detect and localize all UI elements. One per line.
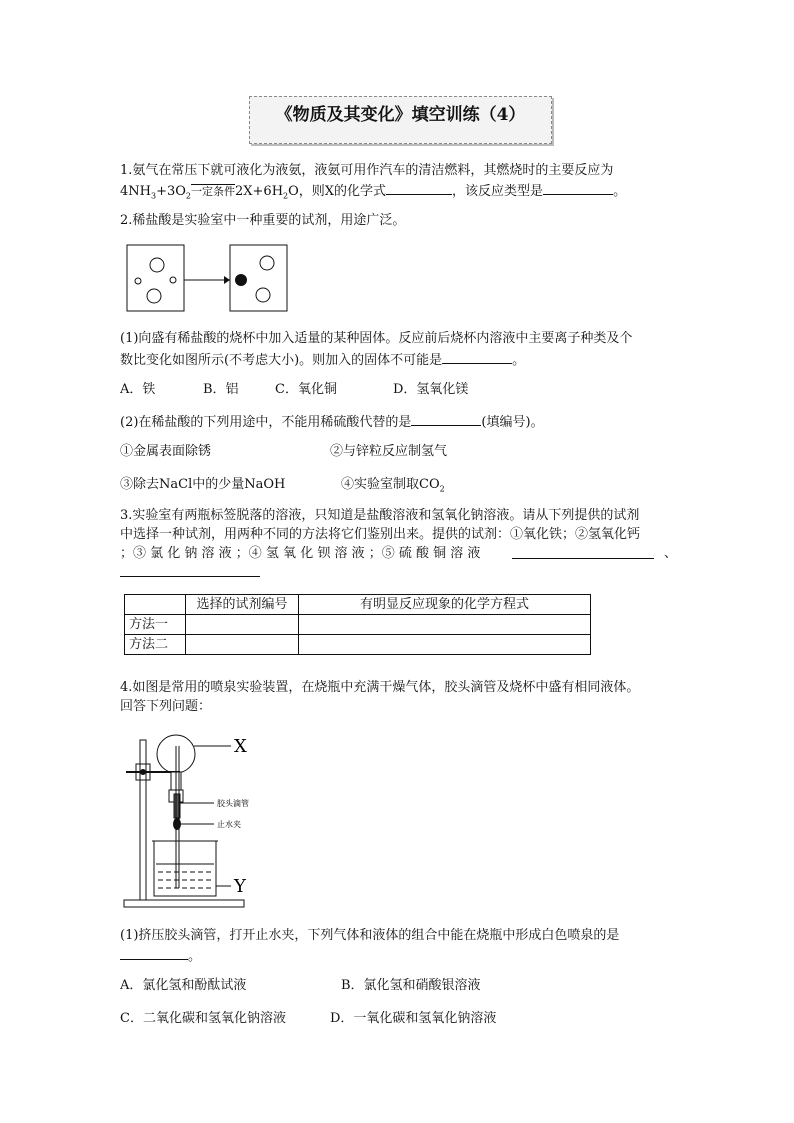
q3-table (124, 594, 591, 655)
fountain-apparatus-figure (118, 728, 268, 913)
q4-option-d: D．一氧化碳和氢氧化钠溶液 (330, 1011, 497, 1026)
q2-p1-line2: 数比变化如图所示(不考虑大小)。则加入的固体不可能是 。 (120, 350, 525, 370)
label-y: Y (234, 876, 246, 897)
q2-use-1: ①金属表面除锈 (120, 444, 212, 459)
q4-option-a: A．氯化氢和酚酞试液 (120, 978, 247, 993)
q2-intro: 2.稀盐酸是实验室中一种重要的试剂，用途广泛。 (120, 213, 406, 228)
table-row (125, 615, 591, 635)
q1-reaction-condition: 一定条件 (191, 185, 235, 198)
q1-blank-type[interactable] (543, 181, 613, 195)
q2-p1-line1: (1)向盛有稀盐酸的烧杯中加入适量的某种固体。反应前后烧杯内溶液中主要离子种类及个 (120, 331, 633, 346)
label-x: X (234, 736, 247, 757)
q3-line3: ；③ 氯 化 钠 溶 液 ；④ 氢 氧 化 钡 溶 液 ；⑤ 硫 酸 铜 溶 液 (120, 546, 481, 561)
q2-option-a: A．铁 (120, 382, 156, 397)
water-clamp (173, 818, 181, 830)
arrow-head (224, 276, 230, 284)
q2-option-d: D．氢氧化镁 (393, 382, 469, 397)
ion-diagram (126, 244, 288, 314)
stand-base (124, 900, 244, 907)
ion-circle (150, 258, 164, 272)
q2-use-3: ③除去NaCl中的少量NaOH (120, 477, 286, 492)
q1-blank-formula[interactable] (386, 181, 452, 195)
q2-p1-blank[interactable] (442, 350, 512, 364)
q4-line1: 4.如图是常用的喷泉实验装置，在烧瓶中充满干燥气体，胶头滴管及烧杯中盛有相同液体。 (120, 680, 640, 695)
q3-line3-end: 、 (664, 546, 678, 561)
label-dropper: 胶头滴管 (217, 799, 249, 808)
table-header-cell: 有明显反应现象的化学方程式 (299, 595, 591, 615)
q3-line2: 中选择一种试剂，用两种不同的方法将它们鉴别出来。提供的试剂：①氧化铁；②氢氧化钙 (120, 527, 641, 542)
ion-circle (135, 278, 141, 284)
q4-p1-line1: (1)挤压胶头滴管，打开止水夹，下列气体和液体的组合中能在烧瓶中形成白色喷泉的是 (120, 928, 620, 943)
page-title: 《物质及其变化》填空训练（4） (275, 105, 526, 125)
q3-blank-1[interactable] (512, 545, 654, 559)
q4-line2: 回答下列问题： (120, 699, 212, 714)
table-row (125, 635, 591, 655)
q3-blank-2[interactable] (120, 563, 260, 577)
label-clamp: 止水夹 (217, 820, 241, 829)
q4-option-c: C．二氧化碳和氢氧化钠溶液 (120, 1011, 286, 1026)
q4-option-b: B．氯化氢和硝酸银溶液 (341, 978, 481, 993)
ion-circle (260, 256, 274, 270)
ion-circle (147, 289, 161, 303)
ion-circle (256, 288, 270, 302)
table-header-cell (125, 595, 186, 615)
q2-p2: (2)在稀盐酸的下列用途中，不能用稀硫酸代替的是 (填编号)。 (120, 412, 544, 432)
table-cell: 方法一 (125, 615, 186, 635)
table-cell[interactable] (299, 635, 591, 655)
q2-option-b: B．铝 (203, 382, 239, 397)
q1-line2: $4NH_3+3O_2$一定条件$2X+6H_2O$，则X的化学式 ，该反应类型是 。 (120, 181, 626, 201)
q4-p1-line2: 。 (120, 946, 201, 966)
q2-use-4: ④实验室制取$CO_2$ (341, 477, 445, 494)
q1-line1: 1.氨气在常压下就可液化为液氨，液氨可用作汽车的清洁燃料，其燃烧时的主要反应为 (120, 163, 614, 178)
ion-filled (235, 274, 247, 286)
q3-line1: 3.实验室有两瓶标签脱落的溶液，只知道是盐酸溶液和氢氧化钠溶液。请从下列提供的试剂 (120, 508, 640, 523)
ion-circle (170, 277, 176, 283)
q2-use-2: ②与锌粒反应制氢气 (330, 444, 448, 459)
table-cell[interactable] (186, 615, 299, 635)
q2-option-c: C．氧化铜 (275, 382, 337, 397)
q2-p2-blank[interactable] (411, 412, 481, 426)
q4-p1-blank[interactable] (120, 946, 188, 960)
table-cell[interactable] (186, 635, 299, 655)
table-cell[interactable] (299, 615, 591, 635)
clamp-screw (140, 769, 146, 775)
table-header-row (125, 595, 591, 615)
table-header-cell: 选择的试剂编号 (186, 595, 299, 615)
table-cell: 方法二 (125, 635, 186, 655)
